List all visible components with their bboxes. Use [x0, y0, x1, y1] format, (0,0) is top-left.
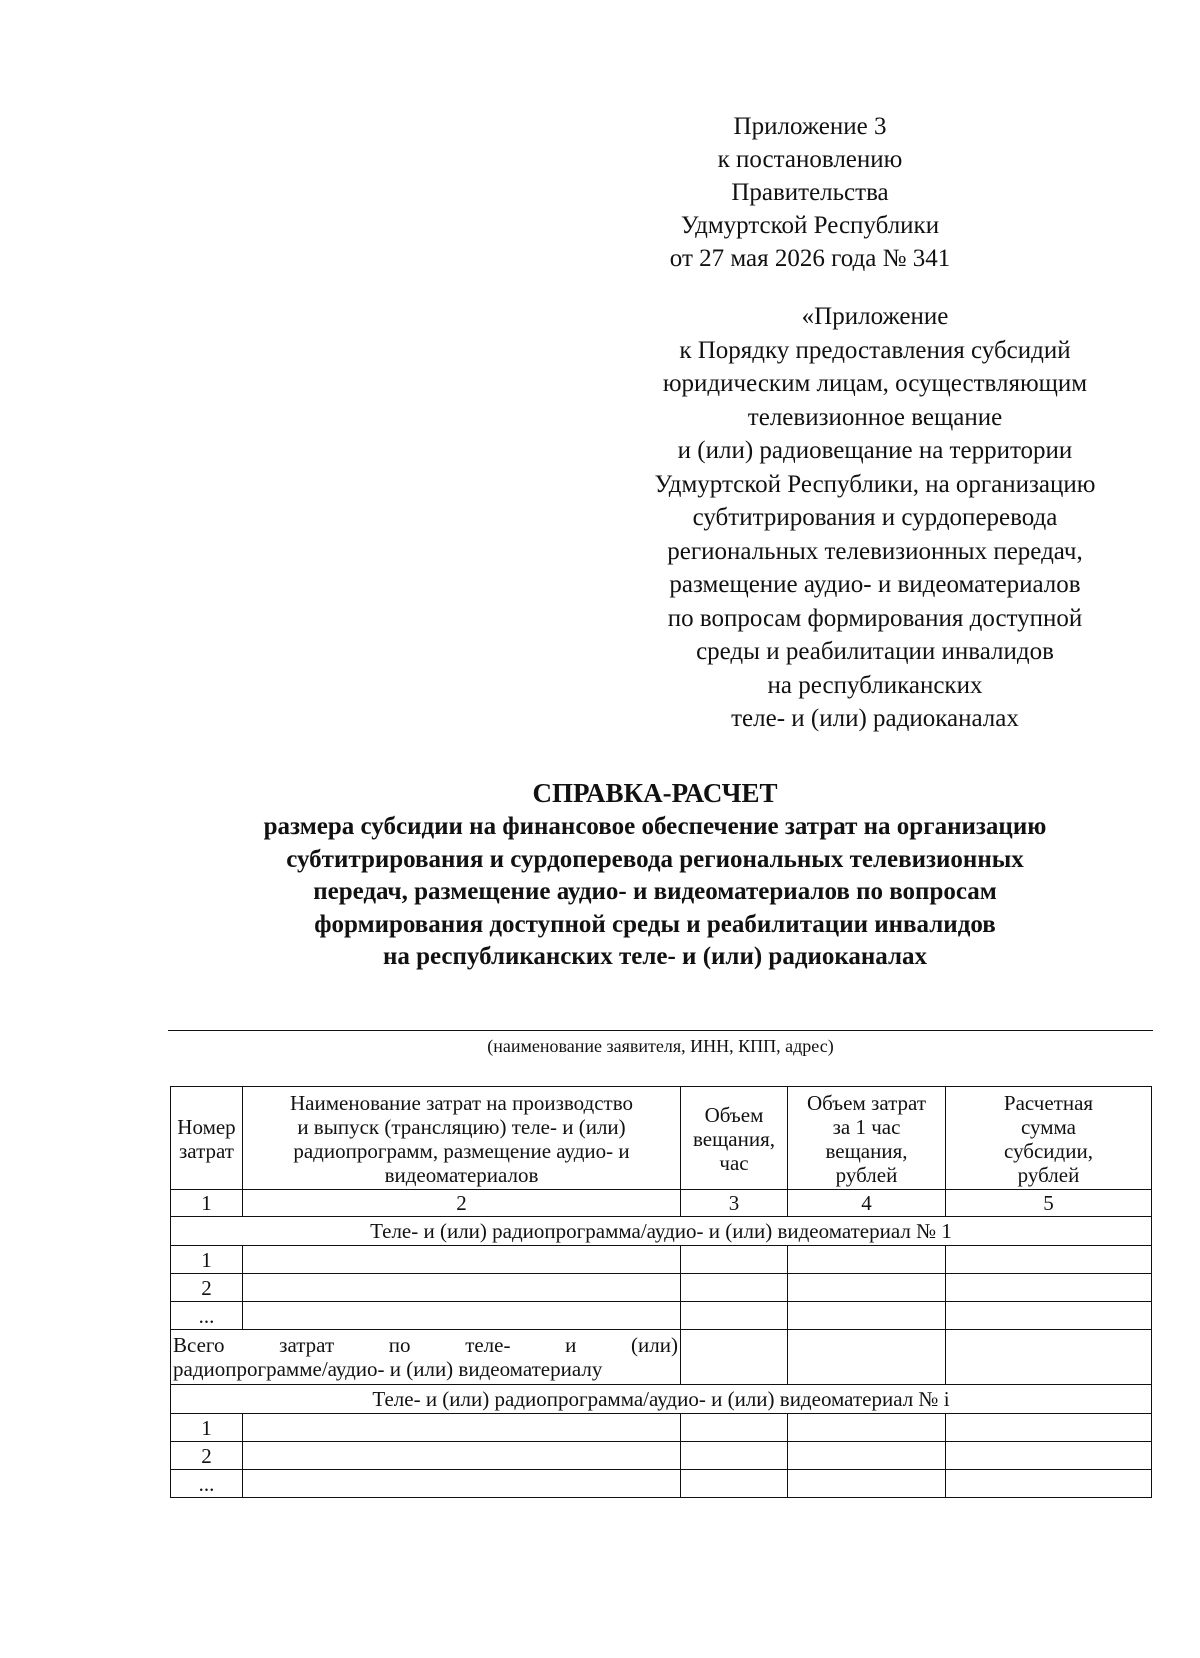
applicant-underline	[168, 1030, 1153, 1031]
cost-name-cell[interactable]	[243, 1470, 681, 1498]
total-row	[171, 1330, 1152, 1385]
appendix-order-line: юридическим лицам, осуществляющим	[662, 370, 1088, 397]
appendix-order-line: среды и реабилитации инвалидов	[696, 638, 1054, 665]
title-subtitle-line: на республиканских теле- и (или) радиоканалах	[382, 943, 928, 970]
total-volume-cell[interactable]	[681, 1330, 788, 1385]
title-subtitle-line: субтитрирования и сурдоперевода региональных телевизионных	[286, 845, 1024, 873]
appendix-order-line: теле- и (или) радиоканалах	[731, 705, 1019, 732]
row-number: 2	[171, 1442, 243, 1470]
volume-cell[interactable]	[681, 1302, 788, 1330]
volume-cell[interactable]	[681, 1414, 788, 1442]
title-subtitle-line: передач, размещение аудио- и видеоматериалов по вопросам	[313, 878, 997, 905]
section-header-row	[171, 1385, 1152, 1414]
section-header-row	[171, 1217, 1152, 1246]
appendix-header-line: Приложение 3	[733, 113, 887, 140]
column-number: 5	[946, 1190, 1152, 1217]
appendix-order-line: региональных телевизионных передач,	[667, 537, 1083, 565]
subsidy-cell[interactable]	[946, 1470, 1152, 1498]
subsidy-cell[interactable]	[946, 1246, 1152, 1274]
cost-calculation-table	[170, 1086, 1152, 1498]
cost-name-cell[interactable]	[243, 1302, 681, 1330]
row-number: ...	[171, 1470, 243, 1498]
table-row	[171, 1414, 1152, 1442]
column-number-row	[171, 1190, 1152, 1217]
header-cost-name: Наименование затрат на производство и выпуск (трансляцию) теле- и (или) радиопрограмм, размещение аудио- и видеоматериалов	[243, 1087, 681, 1190]
volume-cell[interactable]	[681, 1442, 788, 1470]
total-subsidy-cell[interactable]	[946, 1330, 1152, 1385]
cost-per-hour-cell[interactable]	[788, 1442, 946, 1470]
title-main: СПРАВКА-РАСЧЕТ	[532, 778, 778, 808]
header-subsidy-amount: Расчетная сумма субсидии, рублей	[946, 1087, 1152, 1190]
appendix-header-line: Удмуртской Республики	[680, 212, 940, 239]
appendix-order-line: Удмуртской Республики, на организацию	[654, 470, 1096, 498]
subsidy-cell[interactable]	[946, 1414, 1152, 1442]
header-cost-number: Номер затрат	[171, 1087, 243, 1190]
subsidy-cell[interactable]	[946, 1442, 1152, 1470]
title-subtitle-line: формирования доступной среды и реабилитации инвалидов	[314, 910, 996, 938]
appendix-order-line: на республиканских	[767, 671, 983, 699]
appendix-order-line: размещение аудио- и видеоматериалов	[669, 571, 1081, 598]
column-number: 1	[171, 1190, 243, 1217]
row-number: 1	[171, 1246, 243, 1274]
volume-cell[interactable]	[681, 1246, 788, 1274]
appendix-header-line: от 27 мая 2026 года № 341	[669, 245, 951, 272]
column-number: 2	[243, 1190, 681, 1217]
table-row	[171, 1246, 1152, 1274]
header-broadcast-volume: Объем вещания, час	[681, 1087, 788, 1190]
total-label: Всего затрат по теле- и (или) радиопрограмме/аудио- и (или) видеоматериалу	[171, 1330, 681, 1385]
appendix-header	[640, 110, 980, 275]
row-number: ...	[171, 1302, 243, 1330]
cost-per-hour-cell[interactable]	[788, 1246, 946, 1274]
table-row	[171, 1470, 1152, 1498]
document-title	[160, 775, 1150, 974]
cost-per-hour-cell[interactable]	[788, 1274, 946, 1302]
cost-name-cell[interactable]	[243, 1246, 681, 1274]
cost-per-hour-cell[interactable]	[788, 1414, 946, 1442]
appendix-order-line: субтитрирования и сурдоперевода	[692, 504, 1058, 531]
row-number: 2	[171, 1274, 243, 1302]
appendix-order-line: телевизионное вещание	[747, 403, 1003, 431]
applicant-caption: (наименование заявителя, ИНН, КПП, адрес)	[487, 1036, 834, 1056]
column-number: 3	[681, 1190, 788, 1217]
volume-cell[interactable]	[681, 1274, 788, 1302]
appendix-order-reference	[600, 300, 1150, 736]
section-title: Теле- и (или) радиопрограмма/аудио- и (или) видеоматериал № 1	[171, 1217, 1152, 1246]
table-header-row	[171, 1087, 1152, 1190]
table-row	[171, 1442, 1152, 1470]
appendix-order-line: «Приложение	[801, 303, 949, 330]
cost-per-hour-cell[interactable]	[788, 1470, 946, 1498]
appendix-order-line: по вопросам формирования доступной	[667, 604, 1083, 632]
title-subtitle-line: размера субсидии на финансовое обеспечение затрат на организацию	[263, 813, 1047, 840]
header-cost-per-hour: Объем затрат за 1 час вещания, рублей	[788, 1087, 946, 1190]
table-row	[171, 1302, 1152, 1330]
table-row	[171, 1274, 1152, 1302]
cost-name-cell[interactable]	[243, 1274, 681, 1302]
cost-name-cell[interactable]	[243, 1414, 681, 1442]
appendix-header-line: к постановлению Правительства	[717, 146, 903, 206]
section-title: Теле- и (или) радиопрограмма/аудио- и (или) видеоматериал № i	[171, 1385, 1152, 1414]
column-number: 4	[788, 1190, 946, 1217]
subsidy-cell[interactable]	[946, 1274, 1152, 1302]
cost-per-hour-cell[interactable]	[788, 1302, 946, 1330]
volume-cell[interactable]	[681, 1470, 788, 1498]
appendix-order-line: и (или) радиовещание на территории	[677, 437, 1073, 464]
total-cost-per-hour-cell[interactable]	[788, 1330, 946, 1385]
appendix-order-line: к Порядку предоставления субсидий	[679, 336, 1071, 364]
subsidy-cell[interactable]	[946, 1302, 1152, 1330]
cost-name-cell[interactable]	[243, 1442, 681, 1470]
row-number: 1	[171, 1414, 243, 1442]
